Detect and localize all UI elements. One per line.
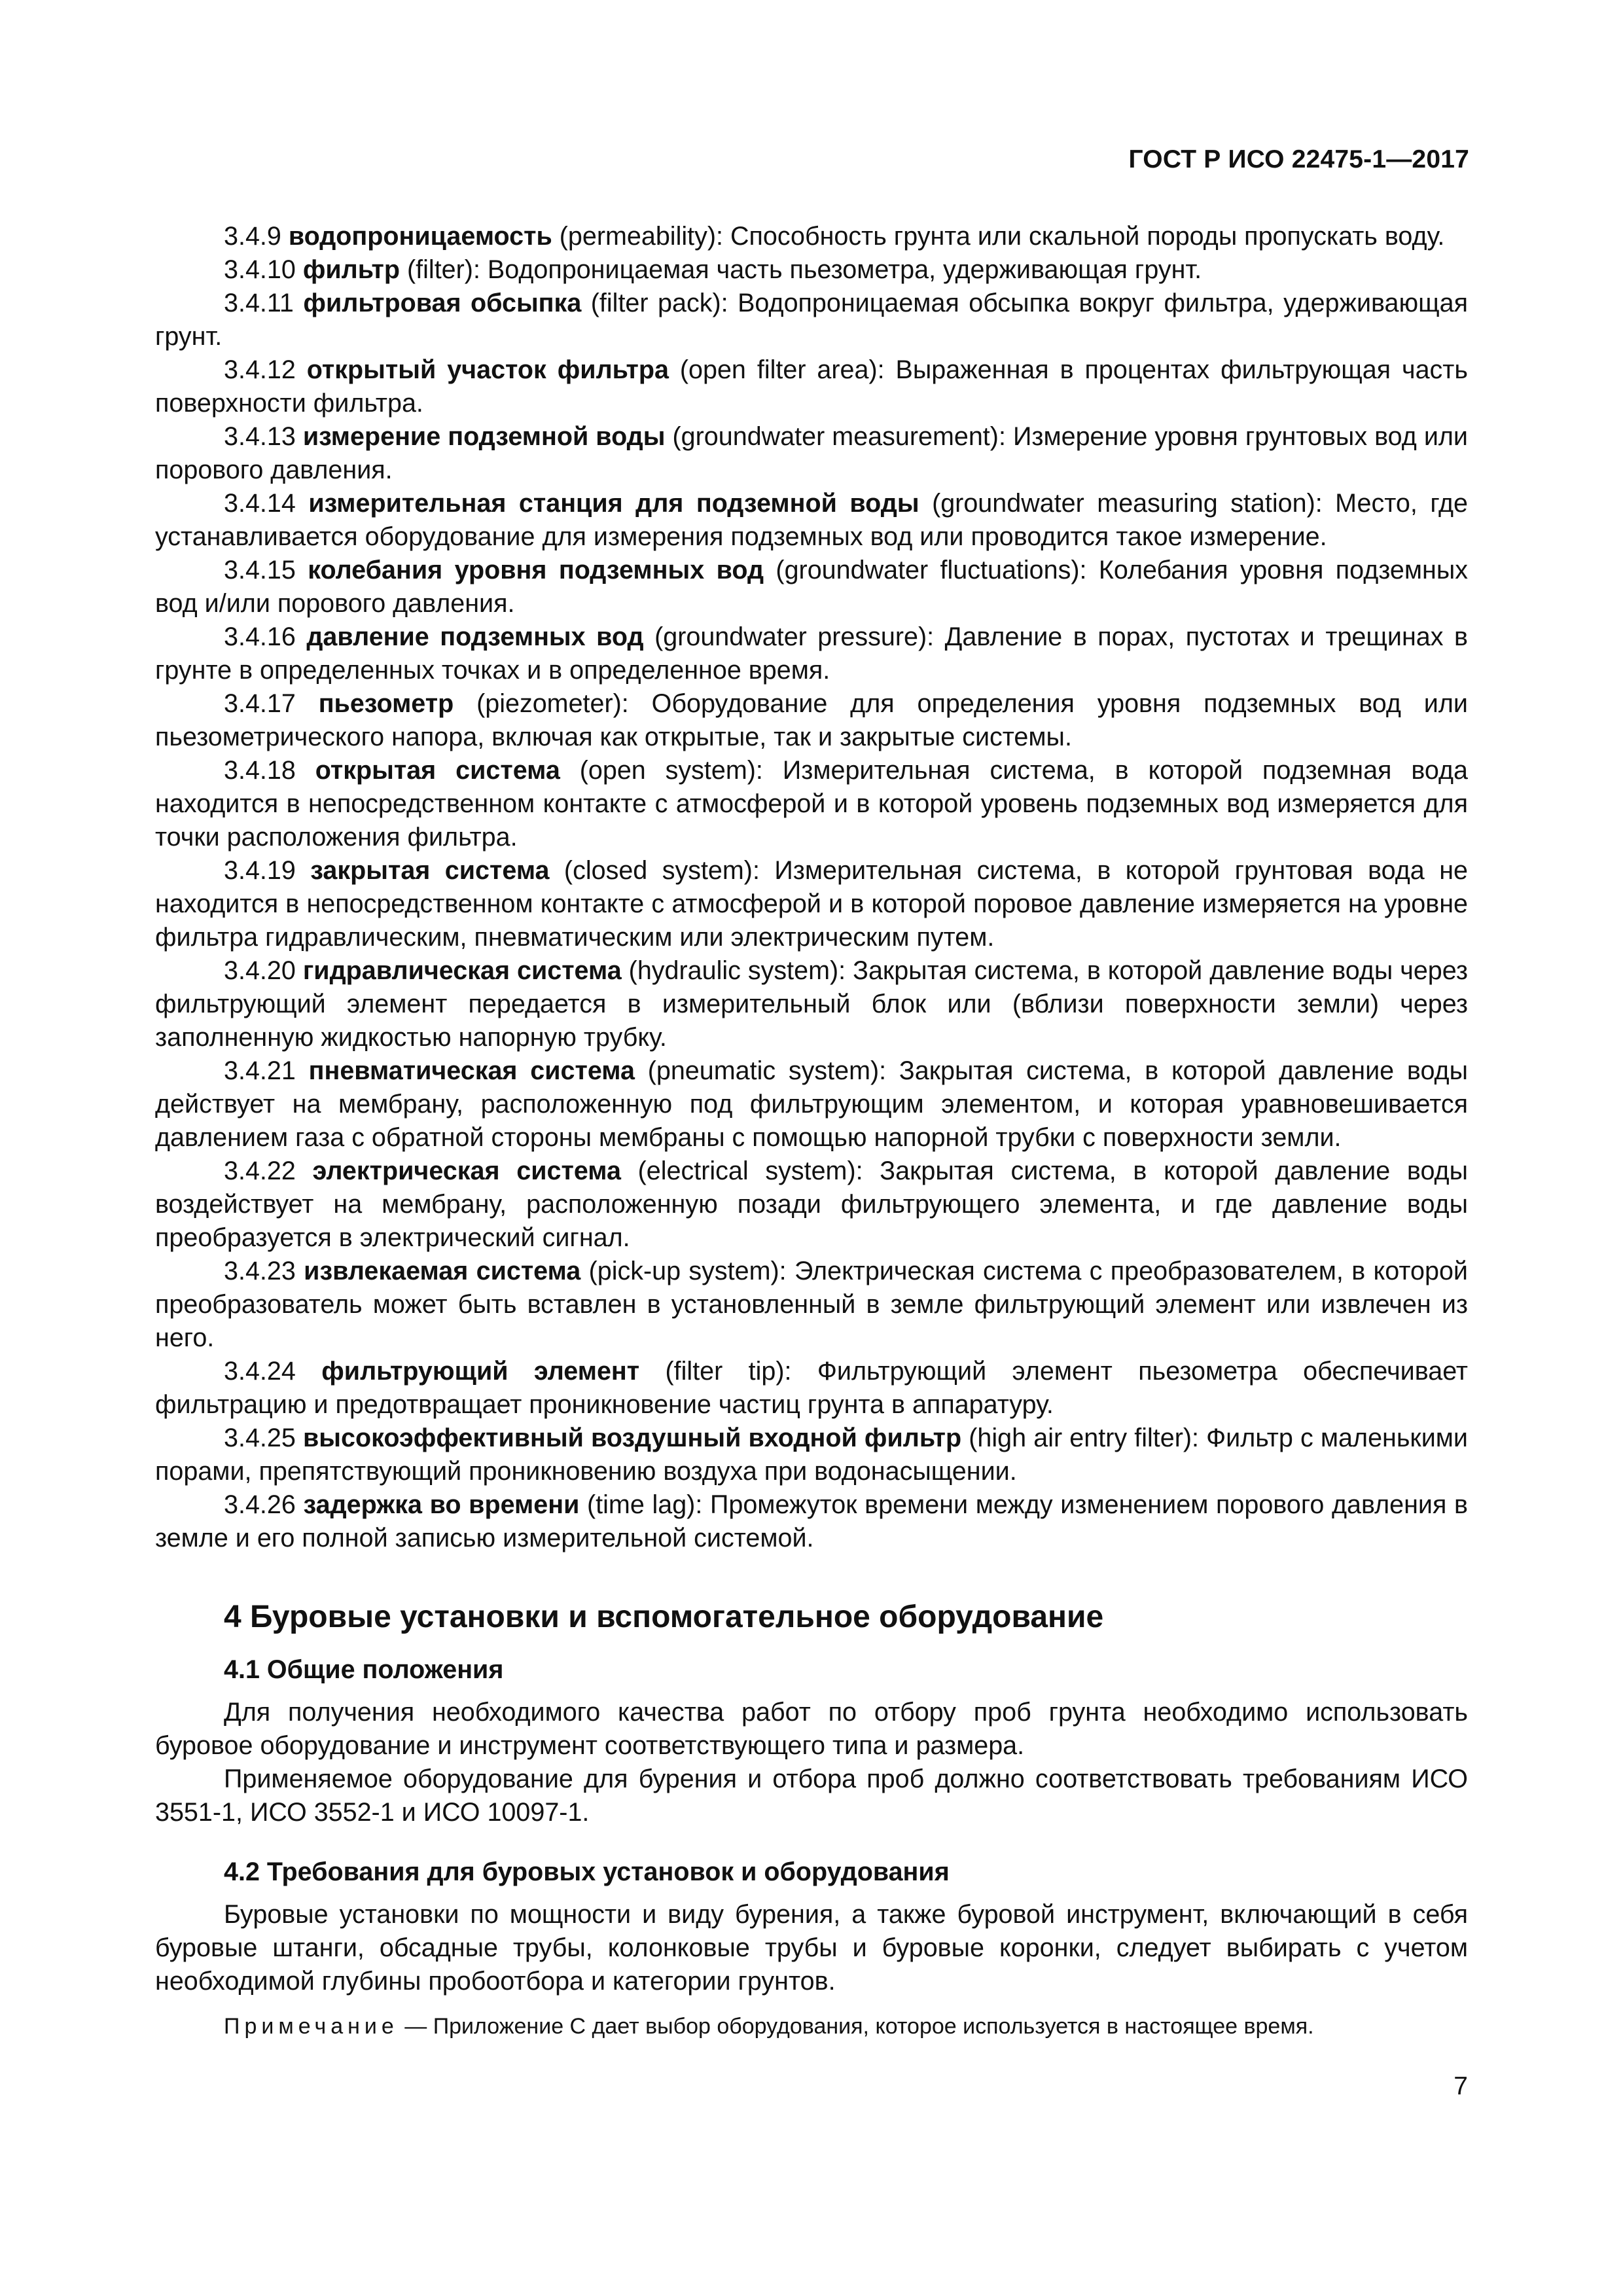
definition-item: 3.4.21 пневматическая система (pneumatic system): Закрытая система, в которой давление воды действует на мембрану, расположенную под фильтрующим элементом, и которая уравновешивается давлением газа с обратной стороны мембраны с помощью напорной трубки с поверхности земли. — [155, 1056, 1468, 1152]
definition-item: 3.4.19 закрытая система (closed system): Измерительная система, в которой грунтовая вода не находится в непосредственном контакте с атмосферой и в которой поровое давление измеряется на уровне фильтра гидравлическим, пневматическим или электрическим путем. — [155, 856, 1468, 952]
subsection-4-2-title: 4.2 Требования для буровых установок и оборудования — [224, 1857, 950, 1886]
definition-item: 3.4.20 гидравлическая система (hydraulic system): Закрытая система, в которой давление воды через фильтрующий элемент передается в измерительный блок или (вблизи поверхности земли) через заполненную жидкостью напорную трубку. — [155, 956, 1468, 1052]
definition-term: задержка во времени — [303, 1490, 580, 1519]
definition-term: давление подземных вод — [306, 622, 644, 651]
paragraph: Применяемое оборудование для бурения и отбора проб должно соответствовать требованиям ИСО 3551-1, ИСО 3552-1 и ИСО 10097-1. — [155, 1765, 1468, 1827]
paragraph: Буровые установки по мощности и виду бурения, а также буровой инструмент, включающий в себя буровые штанги, обсадные трубы, колонковые трубы и буровые коронки, следует выбирать с учетом необходимой глубины пробоотбора и категории грунтов. — [155, 1900, 1468, 1996]
definition-item: 3.4.18 открытая система (open system): Измерительная система, в которой подземная вода находится в непосредственном контакте с атмосферой и в которой уровень подземных вод измеряется для точки расположения фильтра. — [155, 756, 1468, 852]
definition-term: гидравлическая система — [302, 956, 622, 985]
definition-item: 3.4.10 фильтр (filter): Водопроницаемая часть пьезометра, удерживающая грунт. — [224, 255, 1202, 284]
definition-item: 3.4.26 задержка во времени (time lag): Промежуток времени между изменением порового давления в земле и его полной записью измерительной системой. — [155, 1490, 1469, 1552]
definition-term: фильтрующий элемент — [321, 1357, 640, 1386]
subsection-4-1-title: 4.1 Общие положения — [224, 1655, 504, 1684]
page-number: 7 — [1454, 2072, 1468, 2100]
definition-term: фильтр — [302, 255, 401, 284]
note-text: — Приложение С дает выбор оборудования, которое используется в настоящее время. — [398, 2014, 1314, 2039]
definition-item: 3.4.17 пьезометр (piezometer): Оборудование для определения уровня подземных вод или пьезометрического напора, включая как открытые, так и закрытые системы. — [155, 689, 1468, 751]
definition-term: пьезометр — [318, 689, 454, 718]
definition-term: водопроницаемость — [288, 222, 552, 251]
definition-term: электрическая система — [312, 1157, 621, 1185]
definition-item: 3.4.24 фильтрующий элемент (filter tip): Фильтрующий элемент пьезометра обеспечивает фильтрацию и предотвращает проникновение частиц грунта в аппаратуру. — [155, 1357, 1468, 1419]
definition-term: открытый участок фильтра — [306, 355, 669, 384]
definition-item: 3.4.12 открытый участок фильтра (open filter area): Выраженная в процентах фильтрующая часть поверхности фильтра. — [155, 355, 1468, 418]
definition-term: измерение подземной воды — [302, 422, 666, 451]
definition-item: 3.4.11 фильтровая обсыпка (filter pack): Водопроницаемая обсыпка вокруг фильтра, удерживающая грунт. — [155, 289, 1468, 351]
definition-term: колебания уровня подземных вод — [308, 556, 764, 584]
definition-term: закрытая система — [310, 856, 550, 885]
definition-term: пневматическая система — [308, 1056, 635, 1085]
definition-item: 3.4.9 водопроницаемость (permeability): Способность грунта или скальной породы пропускать воду. — [224, 222, 1445, 251]
definition-item: 3.4.22 электрическая система (electrical system): Закрытая система, в которой давление воды воздействует на мембрану, расположенную позади фильтрующего элемента, и где давление воды преобразуется в электрический сигнал. — [155, 1157, 1468, 1252]
paragraph: Для получения необходимого качества работ по отбору проб грунта необходимо использовать буровое оборудование и инструмент соответствующего типа и размера. — [155, 1698, 1468, 1760]
definitions-list — [155, 220, 1468, 1555]
section-4-title: 4 Буровые установки и вспомогательное оборудование — [224, 1600, 1104, 1634]
note-label: Примечание — [224, 2014, 399, 2039]
definition-term: извлекаемая система — [304, 1257, 581, 1285]
page-content — [155, 220, 1468, 2041]
definition-term: измерительная станция для подземной воды — [308, 489, 919, 518]
definition-term: открытая система — [315, 756, 560, 785]
definition-term: фильтровая обсыпка — [303, 289, 582, 317]
note — [155, 2011, 1468, 2041]
standard-header: ГОСТ Р ИСО 22475-1—2017 — [1128, 145, 1469, 173]
definition-item: 3.4.14 измерительная станция для подземной воды (groundwater measuring station): Место, где устанавливается оборудование для измерения подземных вод или проводится такое измерение. — [155, 489, 1468, 551]
definition-item: 3.4.16 давление подземных вод (groundwater pressure): Давление в порах, пустотах и трещинах в грунте в определенных точках и в определенное время. — [155, 622, 1468, 685]
definition-item: 3.4.15 колебания уровня подземных вод (groundwater fluctuations): Колебания уровня подземных вод и/или порового давления. — [155, 556, 1468, 618]
definition-item: 3.4.13 измерение подземной воды (groundwater measurement): Измерение уровня грунтовых вод или порового давления. — [155, 422, 1468, 484]
definition-item: 3.4.25 высокоэффективный воздушный входной фильтр (high air entry filter): Фильтр с маленькими порами, препятствующий проникновению воздуха при водонасыщении. — [155, 1424, 1468, 1486]
definition-term: высокоэффективный воздушный входной фильтр — [302, 1424, 962, 1452]
definition-item: 3.4.23 извлекаемая система (pick-up system): Электрическая система с преобразователем, в которой преобразователь может быть вставлен в установленный в земле фильтрующий элемент или извлечен из него. — [155, 1257, 1468, 1352]
